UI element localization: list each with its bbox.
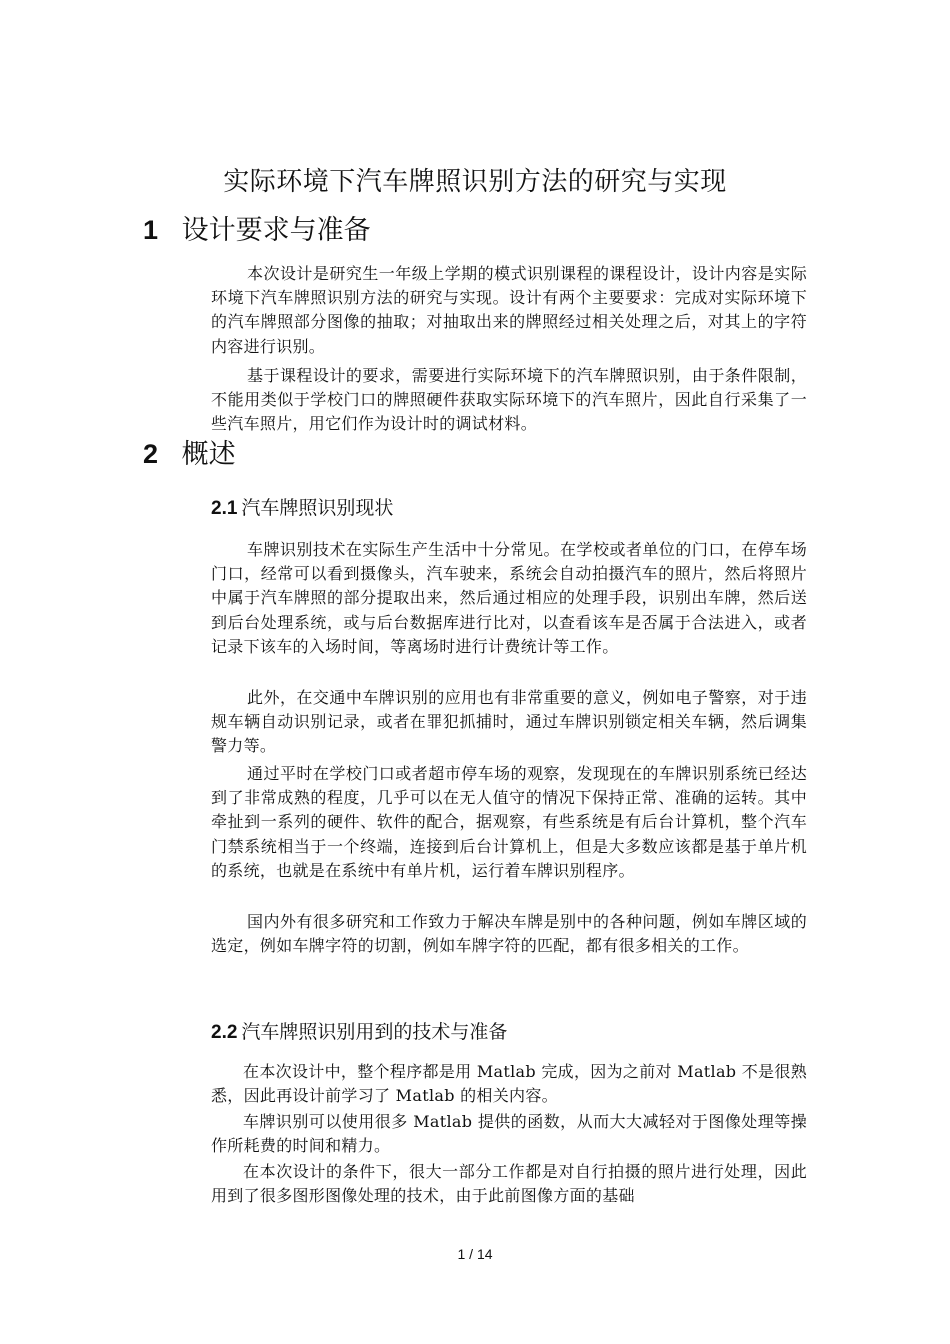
section-1-heading xyxy=(143,208,371,253)
paragraph: 本次设计是研究生一年级上学期的模式识别课程的课程设计，设计内容是实际环境下汽车牌照识别方法的研究与实现。设计有两个主要要求：完成对实际环境下的汽车牌照部分图像的抽取；对抽取出来的牌照经过相关处理之后，对其上的字符内容进行识别。 xyxy=(211,264,807,356)
section-number: 1 xyxy=(143,215,159,245)
subsection-2-2-heading xyxy=(211,1016,507,1049)
paragraph: 国内外有很多研究和工作致力于解决车牌是别中的各种问题，例如车牌区域的选定，例如车牌字符的切割，例如车牌字符的匹配，都有很多相关的工作。 xyxy=(211,912,807,956)
page-number: 1 / 14 xyxy=(457,1246,493,1262)
paragraph: 在本次设计的条件下，很大一部分工作都是对自行拍摄的照片进行处理，因此用到了很多图形图像处理的技术，由于此前图像方面的基础 xyxy=(211,1162,807,1206)
paragraph: 此外，在交通中车牌识别的应用也有非常重要的意义，例如电子警察，对于违规车辆自动识别记录，或者在罪犯抓捕时，通过车牌识别锁定相关车辆，然后调集警力等。 xyxy=(211,688,807,756)
section-title: 概述 xyxy=(181,439,236,470)
subsection-number: 2.2 xyxy=(211,1022,238,1043)
subsection-title: 汽车牌照识别用到的技术与准备 xyxy=(241,1021,508,1043)
subsection-number: 2.1 xyxy=(211,498,238,519)
section-number: 2 xyxy=(143,439,159,469)
section-2-heading xyxy=(143,432,236,477)
subsection-title: 汽车牌照识别现状 xyxy=(241,497,394,519)
paragraph: 通过平时在学校门口或者超市停车场的观察，发现现在的车牌识别系统已经达到了非常成熟的程度，几乎可以在无人值守的情况下保持正常、准确的运转。其中牵扯到一系列的硬件、软件的配合，据观察，有些系统是有后台计算机，整个汽车门禁系统相当于一个终端，连接到后台计算机上，但是大多数应该都是基于单片机的系统，也就是在系统中有单片机，运行着车牌识别程序。 xyxy=(211,764,807,880)
paragraph: 车牌识别技术在实际生产生活中十分常见。在学校或者单位的门口，在停车场门口，经常可以看到摄像头，汽车驶来，系统会自动拍摄汽车的照片，然后将照片中属于汽车牌照的部分提取出来，然后通过相应的处理手段，识别出车牌，然后送到后台处理系统，或与后台数据库进行比对，以查看该车是否属于合法进入，或者记录下该车的入场时间，等离场时进行计费统计等工作。 xyxy=(211,540,807,656)
document-title: 实际环境下汽车牌照识别方法的研究与实现 xyxy=(223,167,727,197)
paragraph: 车牌识别可以使用很多 Matlab 提供的函数，从而大大减轻对于图像处理等操作所耗费的时间和精力。 xyxy=(211,1112,807,1156)
section-title: 设计要求与准备 xyxy=(181,215,371,246)
paragraph: 基于课程设计的要求，需要进行实际环境下的汽车牌照识别，由于条件限制，不能用类似于学校门口的牌照硬件获取实际环境下的汽车照片，因此自行采集了一些汽车照片，用它们作为设计时的调试材料。 xyxy=(211,366,807,434)
paragraph: 在本次设计中，整个程序都是用 Matlab 完成，因为之前对 Matlab 不是很熟悉，因此再设计前学习了 Matlab 的相关内容。 xyxy=(211,1062,807,1106)
subsection-2-1-heading xyxy=(211,492,393,525)
